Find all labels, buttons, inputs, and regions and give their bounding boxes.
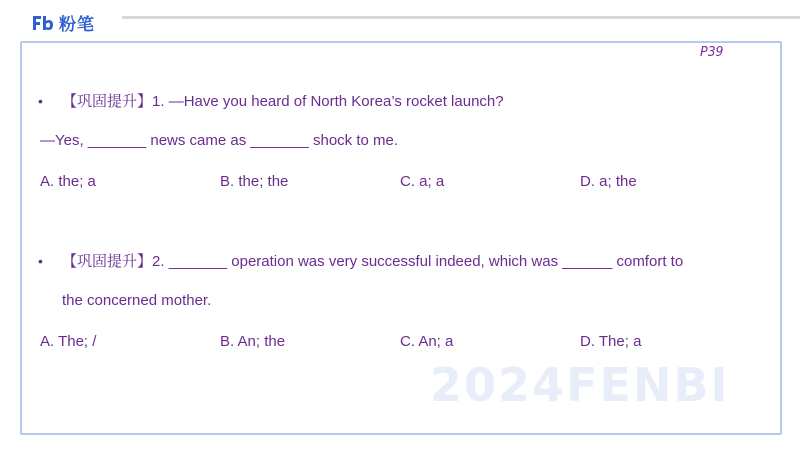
watermark: 2024FENBI bbox=[430, 358, 730, 412]
header-divider bbox=[122, 16, 800, 19]
question-1-line2: —Yes, _______ news came as _______ shock to me. bbox=[40, 132, 399, 149]
bullet-icon: • bbox=[38, 93, 43, 109]
question-tag: 【巩固提升】 bbox=[62, 92, 153, 110]
question-2-line2: the concerned mother. bbox=[62, 292, 212, 309]
brand-logo bbox=[31, 10, 95, 35]
q1-option-a[interactable]: A. the; a bbox=[40, 173, 96, 190]
question-1-line1: 1. —Have you heard of North Korea’s rocket launch? bbox=[152, 93, 504, 110]
q1-option-c[interactable]: C. a; a bbox=[400, 173, 445, 190]
header-bar bbox=[0, 0, 800, 40]
question-2-line1: 2. _______ operation was very successful indeed, which was ______ comfort to bbox=[152, 253, 684, 270]
q1-option-b[interactable]: B. the; the bbox=[220, 173, 289, 190]
question-2-stem bbox=[62, 252, 683, 271]
q1-option-d[interactable]: D. a; the bbox=[580, 173, 637, 190]
q2-option-c[interactable]: C. An; a bbox=[400, 333, 454, 350]
question-1-stem bbox=[62, 92, 504, 111]
q2-option-a[interactable]: A. The; / bbox=[40, 333, 97, 350]
page-reference: P39 bbox=[700, 45, 724, 60]
brand-name: 粉笔 bbox=[59, 15, 95, 35]
bullet-icon: • bbox=[38, 253, 43, 269]
fb-logo-icon bbox=[31, 15, 55, 31]
q2-option-b[interactable]: B. An; the bbox=[220, 333, 286, 350]
question-tag: 【巩固提升】 bbox=[62, 252, 153, 270]
q2-option-d[interactable]: D. The; a bbox=[580, 333, 642, 350]
